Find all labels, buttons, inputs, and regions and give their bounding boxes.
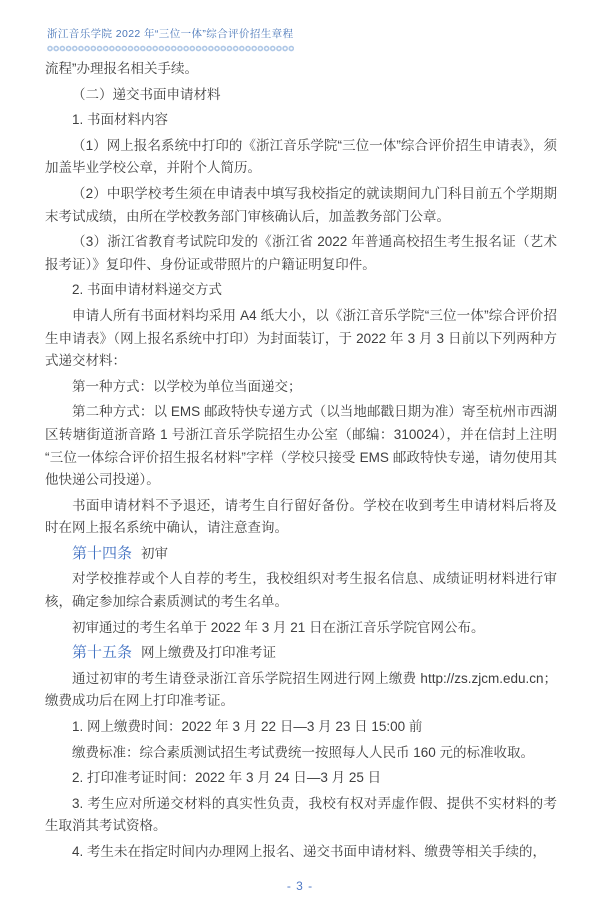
page-number: - 3 -	[286, 879, 314, 893]
paragraph-payment-time: 1. 网上缴费时间：2022 年 3 月 22 日—3 月 23 日 15:00 前	[72, 719, 423, 735]
article-number: 第十四条	[72, 544, 133, 562]
paragraph-method-2: 第二种方式：以 EMS 邮政特快专递方式（以当地邮戳日期为准）寄至杭州市西湖区转塘街道浙音路 1 号浙江音乐学院招生办公室（邮编：310024），并在信封上注明“三位一体综合评价招生报名材料”字样（学校只接受 EMS 邮政特快专递，请勿使用其他快递公司投递）。	[45, 404, 557, 488]
paragraph-continuation: 流程”办理报名相关手续。	[45, 61, 198, 76]
paragraph-review-process: 对学校推荐或个人自荐的考生，我校组织对考生报名信息、成绩证明材料进行审核，确定参加综合素质测试的考生名单。	[45, 571, 557, 610]
subheading-material-content: 1. 书面材料内容	[72, 112, 169, 128]
header-title: 浙江音乐学院 2022 年“三位一体”综合评价招生章程	[47, 28, 294, 40]
article-number: 第十五条	[72, 644, 133, 662]
paragraph-print-ticket-time: 2. 打印准考证时间：2022 年 3 月 24 日—3 月 25 日	[72, 770, 382, 786]
paragraph-review-result: 初审通过的考生名单于 2022 年 3 月 21 日在浙江音乐学院官网公布。	[72, 619, 485, 635]
header-divider-chain	[47, 45, 294, 52]
paragraph-authenticity-rule: 3. 考生应对所递交材料的真实性负责，我校有权对弄虚作假、提供不实材料的考生取消其考试资格。	[45, 795, 557, 834]
paragraph-deadline-rule: 4. 考生未在指定时间内办理网上报名、递交书面申请材料、缴费等相关手续的，	[72, 844, 547, 859]
article-heading-15	[45, 642, 557, 665]
paragraph-payment-standard: 缴费标准：综合素质测试招生考试费统一按照每人人民币 160 元的标准收取。	[72, 744, 535, 760]
paragraph-no-return-notice: 书面申请材料不予退还，请考生自行留好备份。学校在收到考生申请材料后将及时在网上报名系统中确认，请注意查询。	[45, 497, 557, 536]
subheading-submission-method: 2. 书面申请材料递交方式	[72, 282, 223, 298]
paragraph-method-1: 第一种方式：以学校为单位当面递交；	[72, 378, 302, 394]
section-heading-submit-materials: （二）递交书面申请材料	[72, 86, 221, 102]
paragraph-item-1: （1）网上报名系统中打印的《浙江音乐学院“三位一体”综合评价招生申请表》，须加盖毕业学校公章，并附个人简历。	[45, 137, 557, 176]
article-title: 网上缴费及打印准考证	[141, 645, 277, 661]
paragraph-submission-intro: 申请人所有书面材料均采用 A4 纸大小，以《浙江音乐学院“三位一体”综合评价招生申请表》（网上报名系统中打印）为封面装订，于 2022 年 3 月 3 日前以下列两种方式递交材料：	[45, 307, 557, 369]
article-title: 初审	[141, 545, 169, 561]
document-body	[45, 58, 557, 867]
paragraph-item-3: （3）浙江省教育考试院印发的《浙江省 2022 年普通高校招生考生报名证（艺术报考证）》复印件、身份证或带照片的户籍证明复印件。	[45, 234, 557, 272]
paragraph-payment-website: 通过初审的考生请登录浙江音乐学院招生网进行网上缴费 http://zs.zjcm.edu.cn；缴费成功后在网上打印准考证。	[45, 670, 557, 709]
article-heading-14	[45, 543, 557, 566]
paragraph-item-2: （2）中职学校考生须在申请表中填写我校指定的就读期间九门科目前五个学期期末考试成绩，由所在学校教务部门审核确认后，加盖教务部门公章。	[45, 185, 557, 224]
document-header	[47, 26, 294, 52]
